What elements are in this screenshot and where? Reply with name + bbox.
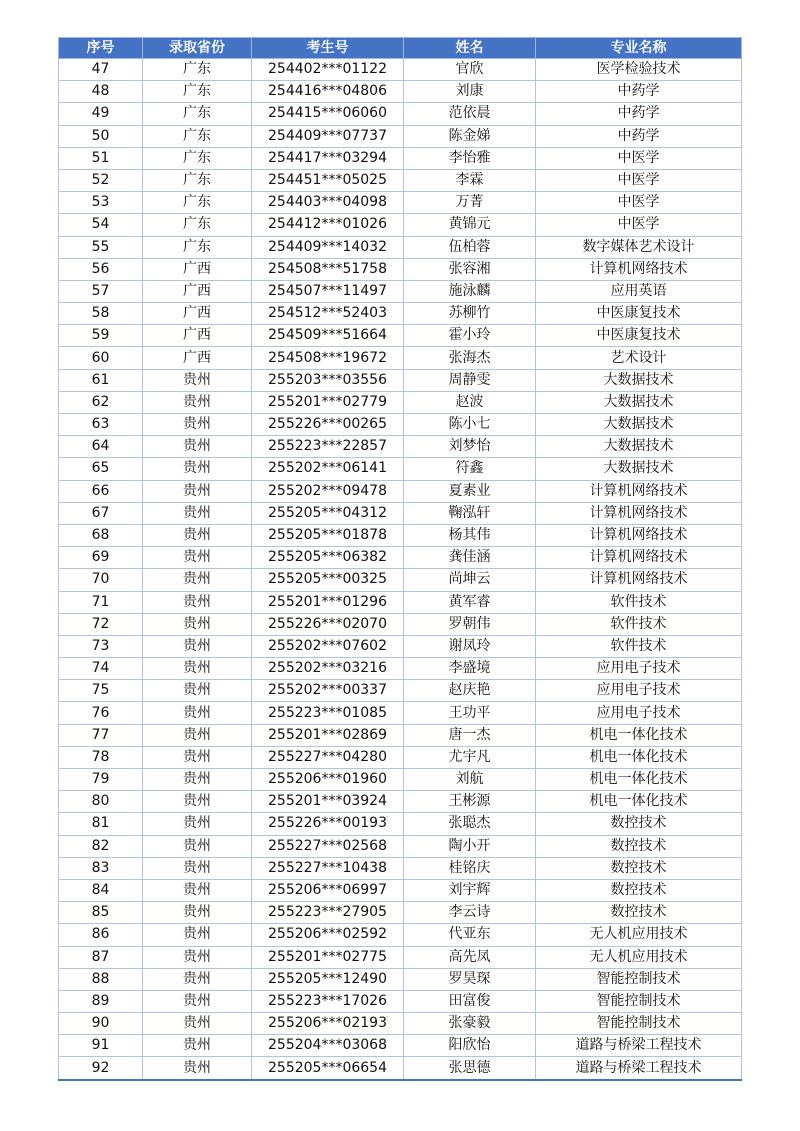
- candidate-number-cell: 255226***00265: [252, 414, 404, 436]
- serial-number-cell: 70: [59, 569, 143, 591]
- candidate-number-cell: 255201***03924: [252, 791, 404, 813]
- table-row: [59, 946, 742, 968]
- candidate-number-cell: 254412***01026: [252, 214, 404, 236]
- major-name-cell: 软件技术: [536, 591, 742, 613]
- student-name-cell: 刘康: [404, 81, 536, 103]
- student-name-cell: 谢凤玲: [404, 635, 536, 657]
- province-cell: 贵州: [143, 1035, 252, 1057]
- table-row: [59, 214, 742, 236]
- student-name-cell: 尚坤云: [404, 569, 536, 591]
- province-cell: 广东: [143, 214, 252, 236]
- candidate-number-cell: 254409***07737: [252, 125, 404, 147]
- major-name-cell: 大数据技术: [536, 436, 742, 458]
- serial-number-cell: 54: [59, 214, 143, 236]
- serial-number-cell: 56: [59, 258, 143, 280]
- candidate-number-cell: 255206***02592: [252, 924, 404, 946]
- province-cell: 广东: [143, 103, 252, 125]
- major-name-cell: 应用电子技术: [536, 658, 742, 680]
- province-cell: 广东: [143, 125, 252, 147]
- serial-number-cell: 87: [59, 946, 143, 968]
- major-name-cell: 道路与桥梁工程技术: [536, 1057, 742, 1080]
- serial-number-cell: 60: [59, 347, 143, 369]
- province-cell: 广东: [143, 236, 252, 258]
- table-row: [59, 724, 742, 746]
- student-name-cell: 唐一杰: [404, 724, 536, 746]
- student-name-cell: 符鑫: [404, 458, 536, 480]
- serial-number-cell: 84: [59, 879, 143, 901]
- major-name-cell: 无人机应用技术: [536, 946, 742, 968]
- student-name-cell: 李霖: [404, 169, 536, 191]
- admission-list-sheet: [58, 37, 741, 1081]
- major-name-cell: 机电一体化技术: [536, 791, 742, 813]
- student-name-cell: 罗朝伟: [404, 613, 536, 635]
- serial-number-cell: 91: [59, 1035, 143, 1057]
- province-cell: 贵州: [143, 902, 252, 924]
- student-name-cell: 张聪杰: [404, 813, 536, 835]
- student-name-cell: 阳欣怡: [404, 1035, 536, 1057]
- table-row: [59, 1013, 742, 1035]
- table-row: [59, 103, 742, 125]
- major-name-cell: 数控技术: [536, 879, 742, 901]
- major-name-cell: 中医康复技术: [536, 325, 742, 347]
- province-cell: 贵州: [143, 924, 252, 946]
- province-cell: 广西: [143, 325, 252, 347]
- table-row: [59, 502, 742, 524]
- student-name-cell: 李云诗: [404, 902, 536, 924]
- province-cell: 贵州: [143, 635, 252, 657]
- table-row: [59, 347, 742, 369]
- major-name-cell: 机电一体化技术: [536, 746, 742, 768]
- candidate-number-cell: 255201***02869: [252, 724, 404, 746]
- header-major-name: 专业名称: [536, 38, 742, 59]
- major-name-cell: 道路与桥梁工程技术: [536, 1035, 742, 1057]
- candidate-number-cell: 255205***06382: [252, 547, 404, 569]
- header-admission-province: 录取省份: [143, 38, 252, 59]
- serial-number-cell: 82: [59, 835, 143, 857]
- table-row: [59, 458, 742, 480]
- serial-number-cell: 67: [59, 502, 143, 524]
- serial-number-cell: 59: [59, 325, 143, 347]
- student-name-cell: 赵庆艳: [404, 680, 536, 702]
- table-row: [59, 635, 742, 657]
- candidate-number-cell: 255223***01085: [252, 702, 404, 724]
- province-cell: 广西: [143, 280, 252, 302]
- candidate-number-cell: 255223***27905: [252, 902, 404, 924]
- serial-number-cell: 58: [59, 303, 143, 325]
- student-name-cell: 赵波: [404, 391, 536, 413]
- table-row: [59, 1057, 742, 1080]
- candidate-number-cell: 255202***07602: [252, 635, 404, 657]
- province-cell: 贵州: [143, 946, 252, 968]
- table-row: [59, 480, 742, 502]
- student-name-cell: 陈金娣: [404, 125, 536, 147]
- province-cell: 贵州: [143, 1057, 252, 1080]
- province-cell: 贵州: [143, 613, 252, 635]
- major-name-cell: 机电一体化技术: [536, 724, 742, 746]
- province-cell: 广西: [143, 347, 252, 369]
- table-row: [59, 369, 742, 391]
- student-name-cell: 王彬源: [404, 791, 536, 813]
- candidate-number-cell: 255223***22857: [252, 436, 404, 458]
- major-name-cell: 数控技术: [536, 835, 742, 857]
- major-name-cell: 智能控制技术: [536, 990, 742, 1012]
- candidate-number-cell: 254508***51758: [252, 258, 404, 280]
- province-cell: 贵州: [143, 547, 252, 569]
- table-row: [59, 835, 742, 857]
- province-cell: 贵州: [143, 1013, 252, 1035]
- major-name-cell: 中医学: [536, 147, 742, 169]
- province-cell: 贵州: [143, 968, 252, 990]
- table-row: [59, 125, 742, 147]
- candidate-number-cell: 254508***19672: [252, 347, 404, 369]
- serial-number-cell: 77: [59, 724, 143, 746]
- major-name-cell: 中医学: [536, 214, 742, 236]
- header-candidate-number: 考生号: [252, 38, 404, 59]
- serial-number-cell: 69: [59, 547, 143, 569]
- candidate-number-cell: 255205***00325: [252, 569, 404, 591]
- table-row: [59, 569, 742, 591]
- major-name-cell: 计算机网络技术: [536, 502, 742, 524]
- table-row: [59, 391, 742, 413]
- student-name-cell: 鞠泓轩: [404, 502, 536, 524]
- student-name-cell: 张思德: [404, 1057, 536, 1080]
- candidate-number-cell: 255205***04312: [252, 502, 404, 524]
- table-row: [59, 813, 742, 835]
- candidate-number-cell: 255205***06654: [252, 1057, 404, 1080]
- province-cell: 贵州: [143, 857, 252, 879]
- province-cell: 贵州: [143, 990, 252, 1012]
- table-row: [59, 147, 742, 169]
- candidate-number-cell: 254507***11497: [252, 280, 404, 302]
- table-row: [59, 990, 742, 1012]
- candidate-number-cell: 255202***03216: [252, 658, 404, 680]
- candidate-number-cell: 254416***04806: [252, 81, 404, 103]
- province-cell: 贵州: [143, 458, 252, 480]
- major-name-cell: 计算机网络技术: [536, 524, 742, 546]
- candidate-number-cell: 255223***17026: [252, 990, 404, 1012]
- province-cell: 贵州: [143, 835, 252, 857]
- major-name-cell: 大数据技术: [536, 414, 742, 436]
- major-name-cell: 大数据技术: [536, 458, 742, 480]
- major-name-cell: 医学检验技术: [536, 59, 742, 81]
- table-row: [59, 524, 742, 546]
- major-name-cell: 软件技术: [536, 613, 742, 635]
- major-name-cell: 计算机网络技术: [536, 480, 742, 502]
- province-cell: 贵州: [143, 369, 252, 391]
- serial-number-cell: 49: [59, 103, 143, 125]
- province-cell: 广西: [143, 303, 252, 325]
- student-name-cell: 张海杰: [404, 347, 536, 369]
- candidate-number-cell: 255203***03556: [252, 369, 404, 391]
- table-row: [59, 258, 742, 280]
- table-row: [59, 325, 742, 347]
- candidate-number-cell: 255206***02193: [252, 1013, 404, 1035]
- province-cell: 贵州: [143, 769, 252, 791]
- student-name-cell: 刘梦怡: [404, 436, 536, 458]
- province-cell: 贵州: [143, 724, 252, 746]
- student-name-cell: 田富俊: [404, 990, 536, 1012]
- major-name-cell: 中药学: [536, 125, 742, 147]
- serial-number-cell: 86: [59, 924, 143, 946]
- candidate-number-cell: 255205***01878: [252, 524, 404, 546]
- candidate-number-cell: 255206***06997: [252, 879, 404, 901]
- table-row: [59, 169, 742, 191]
- province-cell: 贵州: [143, 702, 252, 724]
- student-name-cell: 张豪毅: [404, 1013, 536, 1035]
- major-name-cell: 中药学: [536, 103, 742, 125]
- student-name-cell: 伍柏蓉: [404, 236, 536, 258]
- province-cell: 贵州: [143, 813, 252, 835]
- major-name-cell: 数控技术: [536, 857, 742, 879]
- student-name-cell: 李盛境: [404, 658, 536, 680]
- table-row: [59, 968, 742, 990]
- major-name-cell: 中医学: [536, 169, 742, 191]
- table-row: [59, 59, 742, 81]
- table-row: [59, 680, 742, 702]
- province-cell: 广东: [143, 81, 252, 103]
- province-cell: 贵州: [143, 591, 252, 613]
- serial-number-cell: 63: [59, 414, 143, 436]
- candidate-number-cell: 254512***52403: [252, 303, 404, 325]
- candidate-number-cell: 255201***01296: [252, 591, 404, 613]
- province-cell: 广东: [143, 147, 252, 169]
- province-cell: 广东: [143, 169, 252, 191]
- table-row: [59, 1035, 742, 1057]
- serial-number-cell: 47: [59, 59, 143, 81]
- serial-number-cell: 53: [59, 192, 143, 214]
- student-name-cell: 杨其伟: [404, 524, 536, 546]
- province-cell: 贵州: [143, 879, 252, 901]
- province-cell: 贵州: [143, 791, 252, 813]
- student-name-cell: 黄锦元: [404, 214, 536, 236]
- student-name-cell: 罗昊琛: [404, 968, 536, 990]
- candidate-number-cell: 254417***03294: [252, 147, 404, 169]
- candidate-number-cell: 254451***05025: [252, 169, 404, 191]
- serial-number-cell: 48: [59, 81, 143, 103]
- candidate-number-cell: 255202***06141: [252, 458, 404, 480]
- student-name-cell: 霍小玲: [404, 325, 536, 347]
- table-row: [59, 192, 742, 214]
- table-row: [59, 746, 742, 768]
- serial-number-cell: 83: [59, 857, 143, 879]
- student-name-cell: 陶小开: [404, 835, 536, 857]
- student-name-cell: 刘宇辉: [404, 879, 536, 901]
- table-row: [59, 857, 742, 879]
- table-row: [59, 280, 742, 302]
- serial-number-cell: 55: [59, 236, 143, 258]
- province-cell: 贵州: [143, 746, 252, 768]
- major-name-cell: 软件技术: [536, 635, 742, 657]
- candidate-number-cell: 254402***01122: [252, 59, 404, 81]
- candidate-number-cell: 255201***02779: [252, 391, 404, 413]
- serial-number-cell: 68: [59, 524, 143, 546]
- major-name-cell: 大数据技术: [536, 369, 742, 391]
- student-name-cell: 万菁: [404, 192, 536, 214]
- student-name-cell: 李怡雅: [404, 147, 536, 169]
- student-name-cell: 刘航: [404, 769, 536, 791]
- serial-number-cell: 66: [59, 480, 143, 502]
- student-name-cell: 代亚东: [404, 924, 536, 946]
- province-cell: 贵州: [143, 502, 252, 524]
- admission-table: [58, 37, 742, 1081]
- serial-number-cell: 90: [59, 1013, 143, 1035]
- serial-number-cell: 51: [59, 147, 143, 169]
- student-name-cell: 陈小七: [404, 414, 536, 436]
- major-name-cell: 计算机网络技术: [536, 258, 742, 280]
- table-row: [59, 81, 742, 103]
- major-name-cell: 机电一体化技术: [536, 769, 742, 791]
- candidate-number-cell: 255226***00193: [252, 813, 404, 835]
- major-name-cell: 中医康复技术: [536, 303, 742, 325]
- candidate-number-cell: 255201***02775: [252, 946, 404, 968]
- student-name-cell: 高先凤: [404, 946, 536, 968]
- candidate-number-cell: 255204***03068: [252, 1035, 404, 1057]
- table-row: [59, 414, 742, 436]
- candidate-number-cell: 255227***02568: [252, 835, 404, 857]
- major-name-cell: 大数据技术: [536, 391, 742, 413]
- student-name-cell: 张容湘: [404, 258, 536, 280]
- student-name-cell: 范依晨: [404, 103, 536, 125]
- table-row: [59, 591, 742, 613]
- serial-number-cell: 80: [59, 791, 143, 813]
- province-cell: 贵州: [143, 569, 252, 591]
- table-row: [59, 791, 742, 813]
- student-name-cell: 龚佳涵: [404, 547, 536, 569]
- candidate-number-cell: 255202***09478: [252, 480, 404, 502]
- province-cell: 贵州: [143, 658, 252, 680]
- table-row: [59, 303, 742, 325]
- table-row: [59, 547, 742, 569]
- candidate-number-cell: 255205***12490: [252, 968, 404, 990]
- candidate-number-cell: 254403***04098: [252, 192, 404, 214]
- candidate-number-cell: 255226***02070: [252, 613, 404, 635]
- candidate-number-cell: 254409***14032: [252, 236, 404, 258]
- candidate-number-cell: 255206***01960: [252, 769, 404, 791]
- student-name-cell: 黄军睿: [404, 591, 536, 613]
- province-cell: 广西: [143, 258, 252, 280]
- province-cell: 贵州: [143, 524, 252, 546]
- serial-number-cell: 64: [59, 436, 143, 458]
- serial-number-cell: 76: [59, 702, 143, 724]
- candidate-number-cell: 255202***00337: [252, 680, 404, 702]
- major-name-cell: 智能控制技术: [536, 1013, 742, 1035]
- candidate-number-cell: 255227***10438: [252, 857, 404, 879]
- header-student-name: 姓名: [404, 38, 536, 59]
- table-row: [59, 879, 742, 901]
- serial-number-cell: 72: [59, 613, 143, 635]
- serial-number-cell: 65: [59, 458, 143, 480]
- table-header-row: [59, 38, 742, 59]
- student-name-cell: 尤宇凡: [404, 746, 536, 768]
- major-name-cell: 无人机应用技术: [536, 924, 742, 946]
- student-name-cell: 夏素业: [404, 480, 536, 502]
- serial-number-cell: 71: [59, 591, 143, 613]
- serial-number-cell: 57: [59, 280, 143, 302]
- major-name-cell: 数字媒体艺术设计: [536, 236, 742, 258]
- header-serial-number: 序号: [59, 38, 143, 59]
- province-cell: 贵州: [143, 680, 252, 702]
- major-name-cell: 计算机网络技术: [536, 547, 742, 569]
- serial-number-cell: 79: [59, 769, 143, 791]
- candidate-number-cell: 254415***06060: [252, 103, 404, 125]
- table-row: [59, 902, 742, 924]
- major-name-cell: 中药学: [536, 81, 742, 103]
- table-body: [59, 59, 742, 1080]
- table-row: [59, 924, 742, 946]
- major-name-cell: 数控技术: [536, 902, 742, 924]
- serial-number-cell: 52: [59, 169, 143, 191]
- table-row: [59, 613, 742, 635]
- serial-number-cell: 50: [59, 125, 143, 147]
- major-name-cell: 应用电子技术: [536, 702, 742, 724]
- serial-number-cell: 75: [59, 680, 143, 702]
- candidate-number-cell: 254509***51664: [252, 325, 404, 347]
- province-cell: 贵州: [143, 414, 252, 436]
- major-name-cell: 应用英语: [536, 280, 742, 302]
- serial-number-cell: 92: [59, 1057, 143, 1080]
- province-cell: 贵州: [143, 436, 252, 458]
- serial-number-cell: 61: [59, 369, 143, 391]
- serial-number-cell: 88: [59, 968, 143, 990]
- student-name-cell: 桂铭庆: [404, 857, 536, 879]
- province-cell: 广东: [143, 59, 252, 81]
- major-name-cell: 应用电子技术: [536, 680, 742, 702]
- major-name-cell: 中医学: [536, 192, 742, 214]
- student-name-cell: 施泳麟: [404, 280, 536, 302]
- major-name-cell: 数控技术: [536, 813, 742, 835]
- serial-number-cell: 62: [59, 391, 143, 413]
- candidate-number-cell: 255227***04280: [252, 746, 404, 768]
- serial-number-cell: 81: [59, 813, 143, 835]
- table-row: [59, 769, 742, 791]
- province-cell: 贵州: [143, 480, 252, 502]
- table-row: [59, 658, 742, 680]
- serial-number-cell: 85: [59, 902, 143, 924]
- table-row: [59, 702, 742, 724]
- province-cell: 贵州: [143, 391, 252, 413]
- serial-number-cell: 73: [59, 635, 143, 657]
- student-name-cell: 周静雯: [404, 369, 536, 391]
- student-name-cell: 王功平: [404, 702, 536, 724]
- student-name-cell: 苏柳竹: [404, 303, 536, 325]
- table-row: [59, 236, 742, 258]
- serial-number-cell: 74: [59, 658, 143, 680]
- serial-number-cell: 89: [59, 990, 143, 1012]
- table-row: [59, 436, 742, 458]
- major-name-cell: 计算机网络技术: [536, 569, 742, 591]
- major-name-cell: 艺术设计: [536, 347, 742, 369]
- student-name-cell: 官欣: [404, 59, 536, 81]
- major-name-cell: 智能控制技术: [536, 968, 742, 990]
- serial-number-cell: 78: [59, 746, 143, 768]
- province-cell: 广东: [143, 192, 252, 214]
